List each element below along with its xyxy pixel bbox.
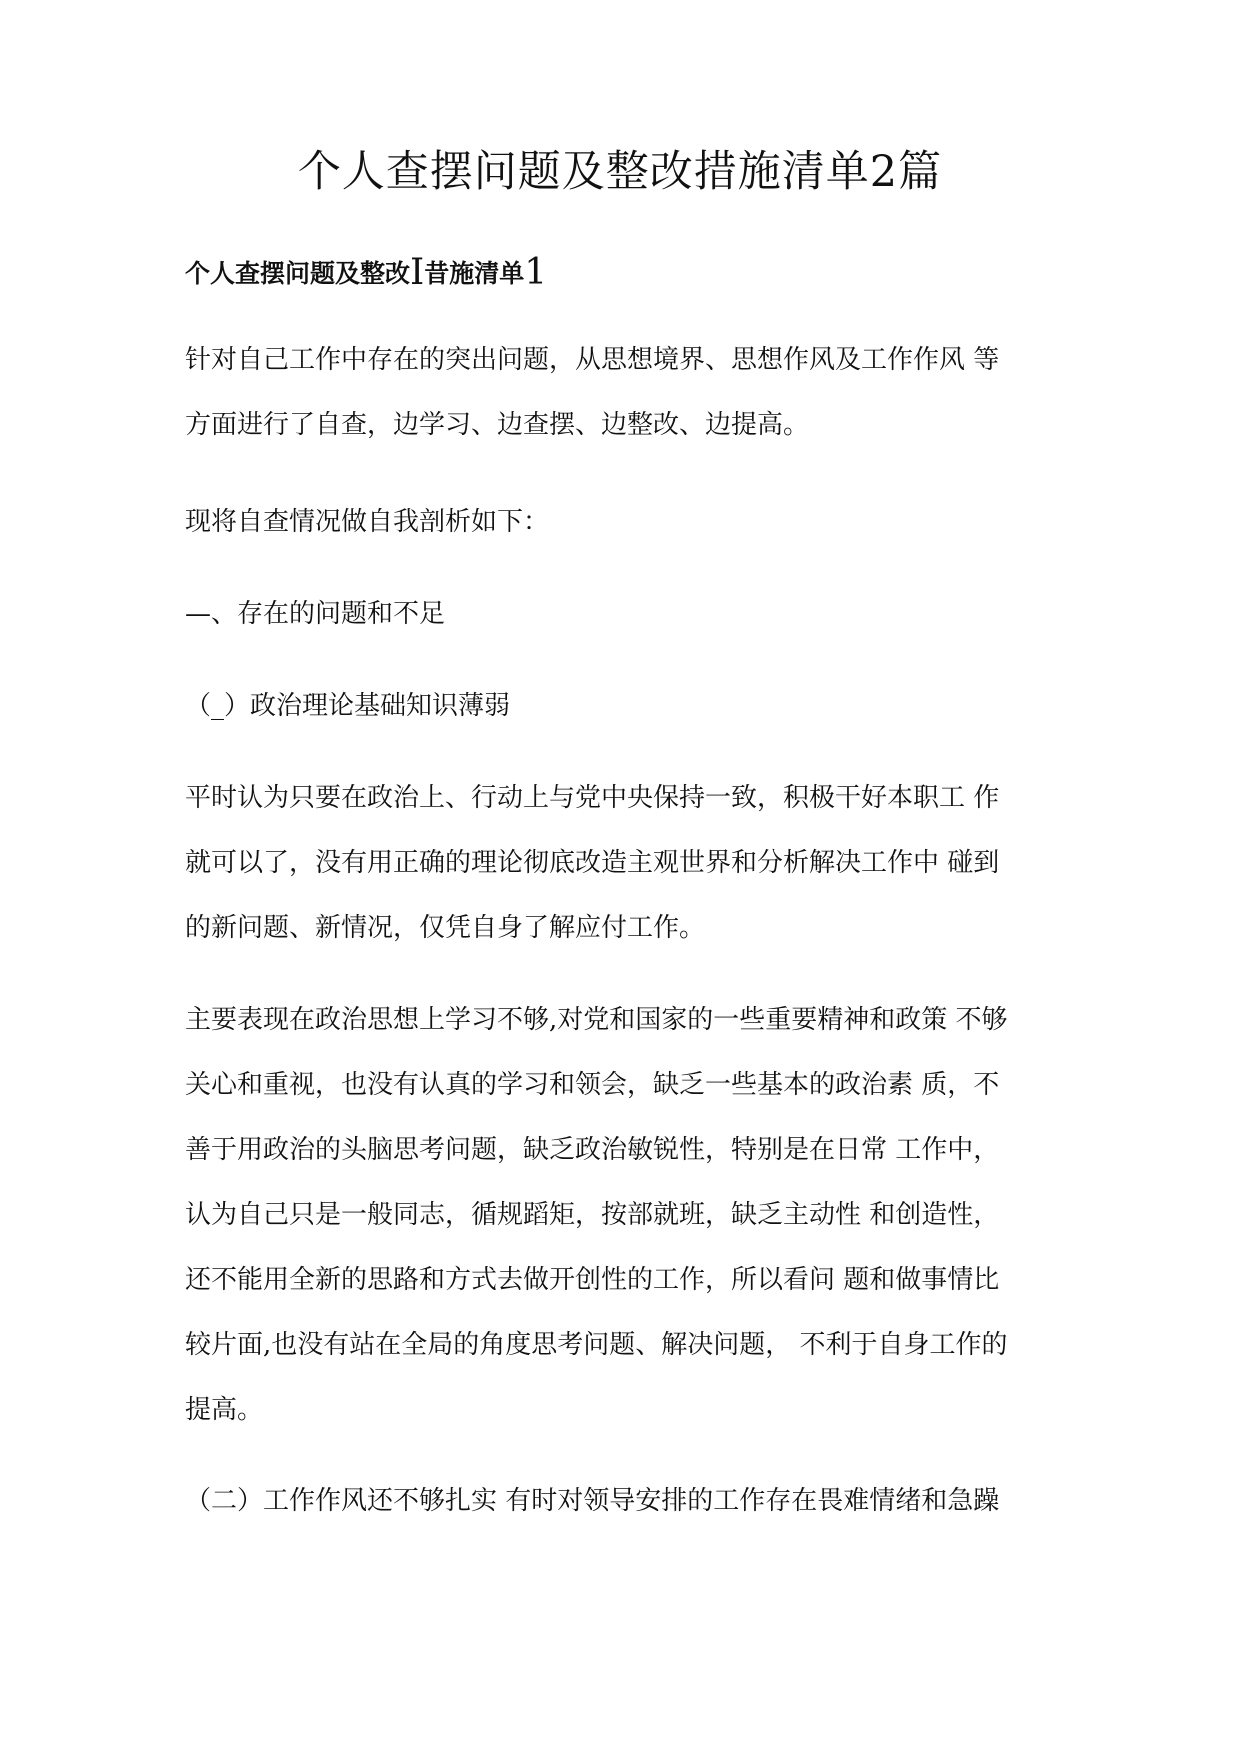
body-line: 还不能用全新的思路和方式去做开创性的工作，所以看问 题和做事情比: [185, 1265, 1000, 1295]
body-line: 认为自己只是一般同志，循规蹈矩，按部就班，缺乏主动性 和创造性，: [185, 1200, 1000, 1230]
body-line: 方面进行了自查，边学习、边查摆、边整改、边提高。: [185, 410, 810, 440]
body-line: （二）工作作风还不够扎实 有时对领导安排的工作存在畏难情绪和急躁: [185, 1486, 1000, 1516]
body-line: （_）政治理论基础知识薄弱: [185, 691, 511, 721]
section-heading-part4: 1: [524, 252, 548, 293]
body-line: 平时认为只要在政治上、行动上与党中央保持一致，积极干好本职工 作: [185, 783, 1000, 813]
body-line: 主要表现在政治思想上学习不够,对党和国家的一些重要精神和政策 不够: [185, 1005, 1008, 1035]
body-line: 现将自查情况做自我剖析如下：: [185, 507, 550, 537]
section-heading-part2: I: [410, 252, 425, 293]
section-heading-part1: 个人查摆问题及整改: [185, 259, 411, 288]
body-line: 较片面,也没有站在全局的角度思考问题、解决问题， 不利于自身工作的: [185, 1330, 1008, 1360]
body-line: —、存在的问题和不足: [185, 599, 446, 629]
section-heading: [185, 252, 547, 293]
body-line: 提高。: [185, 1395, 264, 1425]
body-line: 针对自己工作中存在的突出问题，从思想境界、思想作风及工作作风 等: [185, 345, 1000, 375]
body-line: 善于用政治的头脑思考问题，缺乏政治敏锐性，特别是在日常 工作中，: [185, 1135, 1000, 1165]
document-title: 个人查摆问题及整改措施清单2篇: [297, 147, 943, 197]
body-line: 的新问题、新情况，仅凭自身了解应付工作。: [185, 913, 706, 943]
body-line: 就可以了，没有用正确的理论彻底改造主观世界和分析解决工作中 碰到: [185, 848, 1000, 878]
section-heading-part3: 昔施清单: [424, 259, 525, 288]
body-line: 关心和重视，也没有认真的学习和领会，缺乏一些基本的政治素 质，不: [185, 1070, 1000, 1100]
